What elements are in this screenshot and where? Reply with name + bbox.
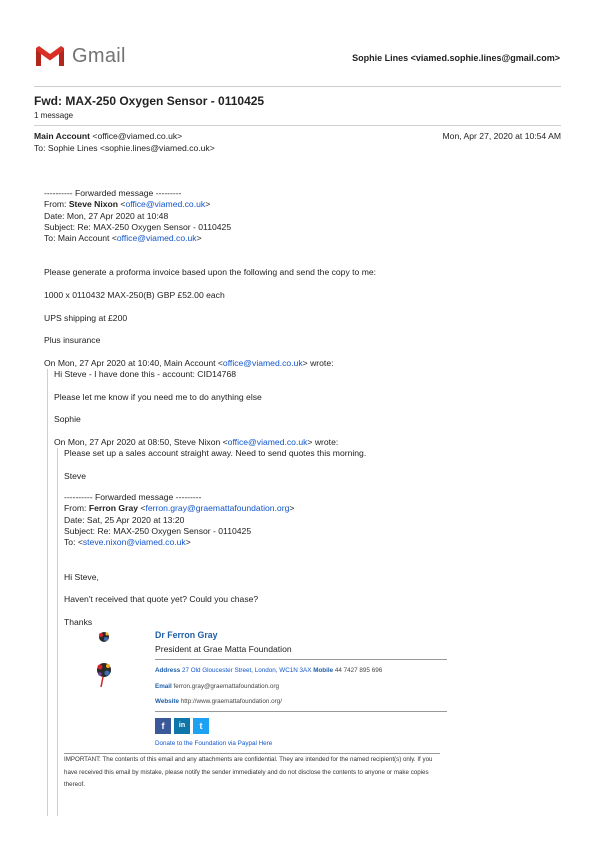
message-date: Mon, Apr 27, 2020 at 10:54 AM	[442, 131, 561, 141]
facebook-glyph: f	[161, 721, 165, 731]
forward-to-gt: >	[196, 233, 202, 243]
forward-from-label: From:	[44, 199, 69, 209]
website-value: http://www.graemattafoundation.org/	[179, 698, 282, 705]
quote-attribution-wrote: > wrote:	[302, 358, 334, 368]
quote-attribution-email-link[interactable]: office@viamed.co.uk	[222, 358, 303, 368]
email-label: Email	[155, 683, 172, 690]
signature-website	[155, 698, 282, 705]
twitter-icon[interactable]	[193, 718, 209, 734]
quote-line: Sophie	[54, 414, 81, 424]
quote-bar	[57, 448, 58, 816]
forward-to-label: To: <	[64, 537, 83, 547]
body-insurance: Plus insurance	[44, 335, 101, 345]
forward-from-label: From:	[64, 503, 89, 513]
forward-separator: ---------- Forwarded message ---------	[44, 188, 182, 198]
account-user: Sophie Lines <viamed.sophie.lines@gmail.com>	[352, 53, 560, 63]
confidentiality-disclaimer: IMPORTANT: The contents of this email and any attachments are confidential. They are intended for the named recipient(s) only. If you have received this email by mistake, please notify the sender immediately and do not disclose the contents to anyone or make copies thereof.	[64, 756, 433, 788]
sender-name: Main Account	[34, 131, 91, 141]
original-thanks: Thanks	[64, 617, 93, 627]
quote-line: Please set up a sales account straight away. Need to send quotes this morning.	[64, 448, 367, 458]
quote-bar	[47, 369, 48, 816]
sender-email: <office@viamed.co.uk>	[92, 131, 183, 141]
original-greeting: Hi Steve,	[64, 572, 99, 582]
mobile-label: Mobile	[313, 667, 334, 674]
twitter-glyph: t	[199, 721, 203, 731]
forward-to-email-link[interactable]: steve.nixon@viamed.co.uk	[82, 537, 186, 547]
donate-link[interactable]: Donate to the Foundation via Paypal Here	[155, 740, 273, 747]
signature-address	[155, 667, 382, 674]
forward-separator: ---------- Forwarded message ---------	[64, 492, 202, 502]
quote-attribution	[44, 358, 333, 368]
forward-subject: Subject: Re: MAX-250 Oxygen Sensor - 0110425	[44, 222, 232, 232]
email-value: ferron.gray@graemattafoundation.org	[171, 683, 280, 690]
address-label: Address	[155, 667, 181, 674]
signature-email	[155, 683, 279, 690]
message-count: 1 message	[34, 111, 74, 120]
forward-from-name: Steve Nixon	[68, 199, 119, 209]
gmail-logo-icon	[34, 44, 66, 68]
signature-title: President at Grae Matta Foundation	[155, 644, 292, 654]
signature-logo-small	[96, 630, 112, 644]
forward-date: Date: Sat, 25 Apr 2020 at 13:20	[64, 515, 185, 525]
forward-from-name: Ferron Gray	[88, 503, 139, 513]
message-from	[34, 131, 182, 141]
body-order-line: 1000 x 0110432 MAX-250(B) GBP £52.00 each	[44, 290, 225, 300]
facebook-icon[interactable]	[155, 718, 171, 734]
quote-line: Please let me know if you need me to do anything else	[54, 392, 262, 402]
social-links	[155, 718, 212, 736]
header-divider	[34, 86, 561, 87]
signature-name: Dr Ferron Gray	[155, 630, 218, 640]
forward-to-email-link[interactable]: office@viamed.co.uk	[116, 233, 197, 243]
forward-subject: Subject: Re: MAX-250 Oxygen Sensor - 0110425	[64, 526, 252, 536]
original-line: Haven't received that quote yet? Could you chase?	[64, 594, 259, 604]
quote-line: Steve	[64, 471, 86, 481]
forward-from-email-link[interactable]: ferron.gray@graemattafoundation.org	[145, 503, 290, 513]
message-to: To: Sophie Lines <sophie.lines@viamed.co.uk>	[34, 143, 215, 153]
signature-logo-large	[94, 661, 114, 689]
address-link[interactable]: 27 Old Gloucester Street, London, WC1N 3AX	[180, 667, 314, 674]
body-paragraph: Please generate a proforma invoice based upon the following and send the copy to me:	[44, 267, 377, 277]
linkedin-glyph: in	[178, 722, 186, 729]
forward-to-gt: >	[185, 537, 191, 547]
subject-divider	[34, 125, 561, 126]
quote-attribution-wrote: > wrote:	[307, 437, 339, 447]
signature-divider	[155, 659, 447, 660]
forward-to-label: To: Main Account <	[44, 233, 117, 243]
quote-attribution-text: On Mon, 27 Apr 2020 at 10:40, Main Account <	[44, 358, 223, 368]
forward-from-gt: >	[205, 199, 211, 209]
quote-attribution-email-link[interactable]: office@viamed.co.uk	[227, 437, 308, 447]
quote-attribution-text: On Mon, 27 Apr 2020 at 08:50, Steve Nixon <	[54, 437, 228, 447]
body-shipping: UPS shipping at £200	[44, 313, 128, 323]
forward-from	[44, 199, 210, 209]
forward-to	[64, 537, 191, 547]
forward-from-lt: <	[118, 199, 126, 209]
linkedin-icon[interactable]	[174, 718, 190, 734]
forward-to	[44, 233, 202, 243]
website-label: Website	[155, 698, 180, 705]
quote-line: Hi Steve - I have done this - account: CID14768	[54, 369, 237, 379]
mobile-value: 44 7427 895 696	[333, 667, 383, 674]
gmail-brand: Gmail	[72, 45, 126, 67]
quote-attribution	[54, 437, 338, 447]
signature-divider	[155, 711, 447, 712]
forward-from-lt: <	[138, 503, 146, 513]
forward-from-email-link[interactable]: office@viamed.co.uk	[125, 199, 206, 209]
forward-from	[64, 503, 294, 513]
forward-from-gt: >	[289, 503, 295, 513]
forward-date: Date: Mon, 27 Apr 2020 at 10:48	[44, 211, 169, 221]
thread-subject: Fwd: MAX-250 Oxygen Sensor - 0110425	[34, 94, 265, 108]
